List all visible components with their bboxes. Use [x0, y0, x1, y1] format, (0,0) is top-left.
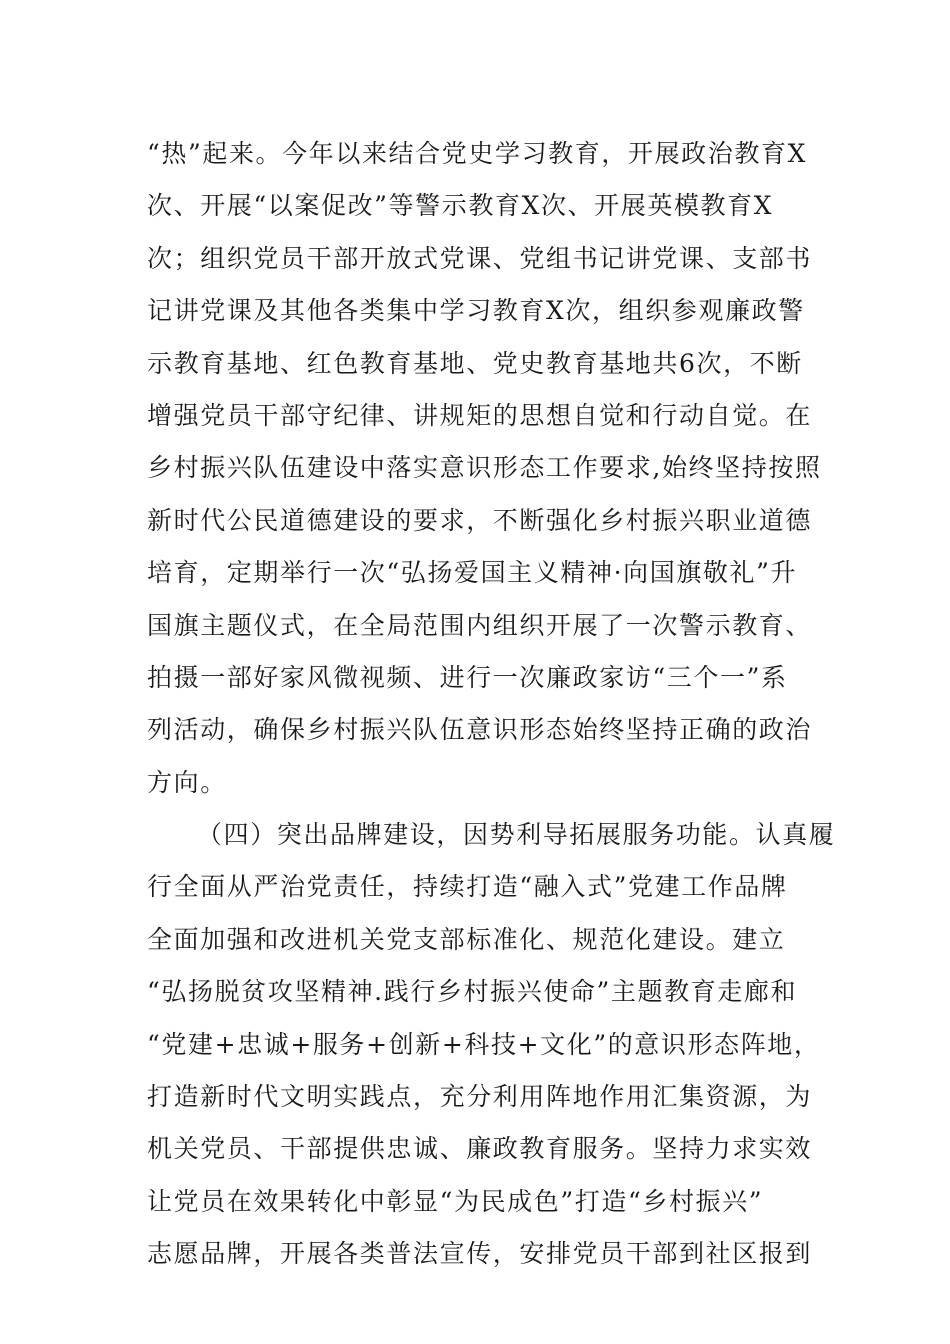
text-line: 志愿品牌，开展各类普法宣传，安排党员干部到社区报到: [147, 1239, 813, 1269]
text-line: 打造新时代文明实践点，充分利用阵地作用汇集资源，为: [147, 1082, 813, 1112]
text-line: 培育，定期举行一次“弘扬爱国主义精神·向国旗敬礼”升: [147, 558, 798, 588]
text-line: 乡村振兴队伍建设中落实意识形态工作要求,始终坚持按照: [147, 453, 822, 483]
text-line: “热”起来。今年以来结合党史学习教育，开展政治教育X: [147, 139, 807, 168]
body-text: [147, 128, 847, 1281]
text-line: 增强党员干部守纪律、讲规矩的思想自觉和行动自觉。在: [147, 400, 813, 430]
text-line: 示教育基地、红色教育基地、党史教育基地共6次，不断: [147, 348, 803, 378]
section-heading-line: （四）突出品牌建设，因势利导拓展服务功能。认真履: [197, 820, 836, 850]
text-line: 次；组织党员干部开放式党课、党组书记讲党课、支部书: [147, 243, 813, 273]
text-line: 次、开展“以案促改”等警示教育X次、开展英模教育X: [147, 191, 774, 221]
text-line: 国旗主题仪式，在全局范围内组织开展了一次警示教育、: [147, 610, 813, 640]
text-line: 记讲党课及其他各类集中学习教育X次，组织参观廉政警: [147, 296, 805, 326]
text-line: 机关党员、干部提供忠诚、廉政教育服务。坚持力求实效: [147, 1134, 813, 1164]
text-line: 让党员在效果转化中彰显“为民成色”打造“乡村振兴”: [147, 1186, 764, 1216]
text-line: 全面加强和改进机关党支部标准化、规范化建设。建立: [147, 924, 786, 954]
text-line: 新时代公民道德建设的要求，不断强化乡村振兴职业道德: [147, 505, 813, 535]
text-line: “党建+忠诚+服务+创新+科技+文化”的意识形态阵地，: [147, 1029, 821, 1059]
text-line: 列活动，确保乡村振兴队伍意识形态始终坚持正确的政治: [147, 715, 813, 745]
text-line: “弘扬脱贫攻坚精神.践行乡村振兴使命”主题教育走廊和: [147, 977, 798, 1007]
text-line: 方向。: [147, 767, 227, 797]
text-line: 拍摄一部好家风微视频、进行一次廉政家访“三个一”系: [147, 662, 788, 692]
text-line: 行全面从严治党责任，持续打造“融入式”党建工作品牌: [147, 872, 788, 902]
